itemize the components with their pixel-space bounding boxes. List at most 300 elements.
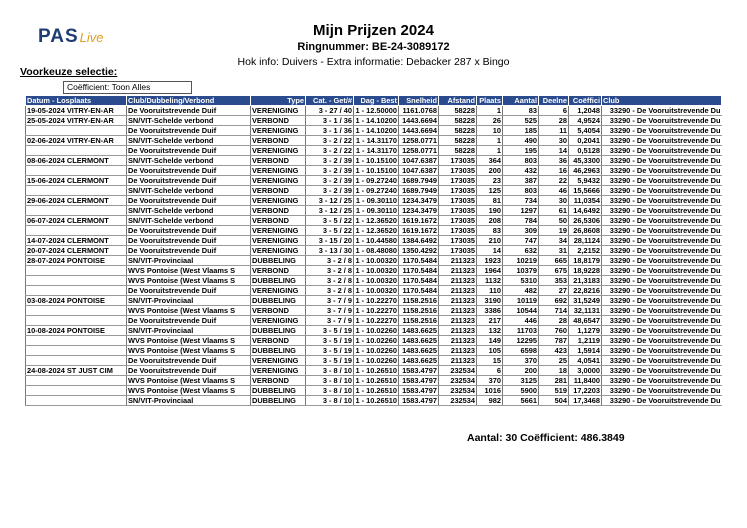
table-cell: De Vooruitstrevende Duif bbox=[127, 126, 251, 136]
table-cell: SN/VIT-Provinciaal bbox=[127, 296, 251, 306]
table-cell: 10-08-2024 PONTOISE bbox=[26, 326, 127, 336]
table-cell: 14 bbox=[539, 146, 569, 156]
table-cell: 1 - 10.26510 bbox=[355, 386, 397, 395]
table-cell: 3 - 12 / 25 bbox=[306, 206, 354, 216]
table-cell: VERBOND bbox=[251, 266, 306, 276]
table-cell: VERENIGING bbox=[251, 226, 306, 236]
table-cell: 211323 bbox=[439, 266, 477, 276]
table-cell: VERBOND bbox=[251, 206, 306, 216]
table-cell: 3 - 15 / 20 bbox=[306, 236, 354, 246]
table-cell: 3 - 5 / 19 bbox=[306, 336, 354, 346]
table-cell: 370 bbox=[503, 356, 539, 366]
table-cell: 1 - 10.26510 bbox=[355, 366, 397, 375]
table-cell: 33290 - De Vooruitstrevende Du bbox=[602, 286, 722, 296]
table-cell: 27 bbox=[539, 286, 569, 296]
table-cell: 33290 - De Vooruitstrevende Du bbox=[602, 366, 722, 376]
table-cell: SN/VIT-Schelde verbond bbox=[127, 216, 251, 226]
table-cell: 33290 - De Vooruitstrevende Du bbox=[602, 126, 722, 136]
table-cell: 173035 bbox=[439, 166, 477, 176]
table-cell: VERENIGING bbox=[251, 316, 306, 326]
table-cell: 1170.5484 bbox=[399, 256, 439, 266]
table-cell: 10219 bbox=[503, 256, 539, 266]
table-cell: 1443.6694 bbox=[399, 126, 439, 136]
table-cell: VERENIGING bbox=[251, 106, 306, 116]
table-cell: 33290 - De Vooruitstrevende Du bbox=[602, 336, 722, 346]
column-header: Aantal bbox=[503, 96, 539, 106]
table-cell: 803 bbox=[503, 186, 539, 196]
table-cell: VERBOND bbox=[251, 116, 306, 126]
table-cell: 1 - 14.10200 bbox=[355, 116, 397, 125]
table-row bbox=[26, 296, 722, 306]
table-cell: 30 bbox=[539, 136, 569, 146]
table-cell: 1483.6625 bbox=[399, 336, 439, 346]
table-cell: 08-06-2024 CLERMONT bbox=[26, 156, 127, 166]
table-cell: 46 bbox=[539, 186, 569, 196]
table-cell: 482 bbox=[503, 286, 539, 296]
table-cell: 3 - 5 / 22 bbox=[306, 216, 354, 226]
table-cell: 1 - 14.31170 bbox=[354, 146, 399, 156]
table-cell: 803 bbox=[503, 156, 539, 166]
column-header: Datum - Losplaats bbox=[26, 96, 127, 106]
table-cell: 14-07-2024 CLERMONT bbox=[26, 236, 127, 246]
table-row bbox=[26, 206, 722, 216]
table-cell: 3 - 2 / 39 bbox=[306, 176, 354, 186]
table-cell bbox=[26, 166, 127, 176]
table-cell: 28 bbox=[539, 116, 569, 126]
table-cell: 173035 bbox=[439, 206, 477, 216]
table-cell: SN/VIT-Schelde verbond bbox=[127, 136, 251, 146]
table-cell: 675 bbox=[539, 266, 569, 276]
table-cell: 26 bbox=[477, 116, 503, 126]
table-cell: 149 bbox=[477, 336, 503, 346]
table-cell: 1 - 10.00320 bbox=[355, 266, 397, 275]
table-cell: 58228 bbox=[439, 106, 477, 116]
table-cell: 1583.4797 bbox=[399, 396, 439, 406]
ring-number: Ringnummer: BE-24-3089172 bbox=[297, 41, 450, 53]
table-cell: 173035 bbox=[439, 216, 477, 226]
table-cell: 81 bbox=[477, 196, 503, 206]
table-cell bbox=[26, 266, 127, 276]
table-cell: 06-07-2024 CLERMONT bbox=[26, 216, 127, 226]
table-cell: 211323 bbox=[439, 296, 477, 306]
table-cell: 211323 bbox=[439, 356, 477, 366]
table-cell: 211323 bbox=[439, 336, 477, 346]
table-cell: 18 bbox=[539, 366, 569, 376]
selection-label: Voorkeuze selectie: bbox=[20, 66, 118, 78]
table-cell: 423 bbox=[539, 346, 569, 356]
table-cell: DUBBELING bbox=[251, 396, 306, 406]
table-cell: WVS Pontoise (West Vlaams S bbox=[127, 386, 251, 396]
table-cell: 31,5249 bbox=[569, 296, 602, 306]
table-cell: 211323 bbox=[439, 286, 477, 296]
table-cell: 3 - 8 / 10 bbox=[306, 396, 354, 406]
table-cell: 11 bbox=[539, 126, 569, 136]
table-cell: 1 bbox=[477, 136, 503, 146]
table-cell: 200 bbox=[477, 166, 503, 176]
table-cell: 28 bbox=[539, 316, 569, 326]
table-cell: 50 bbox=[539, 216, 569, 226]
table-cell: 33290 - De Vooruitstrevende Du bbox=[602, 226, 722, 236]
table-cell: 784 bbox=[503, 216, 539, 226]
table-cell: 1 - 12.36520 bbox=[355, 226, 397, 235]
table-cell bbox=[26, 286, 127, 296]
table-cell: 1 - 10.15100 bbox=[355, 166, 397, 175]
table-cell: 19 bbox=[539, 226, 569, 236]
table-cell: 3 - 8 / 10 bbox=[306, 366, 354, 376]
table-cell: 83 bbox=[477, 226, 503, 236]
table-cell: 15,5666 bbox=[569, 186, 602, 196]
table-cell: 632 bbox=[503, 246, 539, 256]
table-cell: 1 - 10.00320 bbox=[355, 286, 397, 295]
table-cell: VERENIGING bbox=[251, 196, 306, 206]
table-cell: 33290 - De Vooruitstrevende Du bbox=[602, 106, 722, 116]
table-cell: WVS Pontoise (West Vlaams S bbox=[127, 266, 251, 276]
table-cell: 33290 - De Vooruitstrevende Du bbox=[602, 116, 722, 126]
table-cell bbox=[26, 226, 127, 236]
table-cell: 33290 - De Vooruitstrevende Du bbox=[602, 216, 722, 226]
table-cell: 1 - 14.10200 bbox=[355, 126, 397, 135]
table-cell: 1 - 10.22270 bbox=[355, 316, 397, 325]
table-cell: 58228 bbox=[439, 136, 477, 146]
table-cell: 3 - 8 / 10 bbox=[306, 376, 354, 386]
table-cell: 3 - 1 / 36 bbox=[306, 116, 354, 126]
table-cell bbox=[26, 336, 127, 346]
table-cell: 364 bbox=[477, 156, 503, 166]
table-cell: 33290 - De Vooruitstrevende Du bbox=[602, 376, 722, 386]
table-cell: 1047.6387 bbox=[399, 156, 439, 166]
table-cell: 1 - 12.36520 bbox=[355, 216, 397, 225]
page-title: Mijn Prijzen 2024 bbox=[313, 22, 434, 39]
table-cell: 17,2203 bbox=[569, 386, 602, 396]
table-cell: 211323 bbox=[439, 326, 477, 336]
table-cell: 217 bbox=[477, 316, 503, 326]
table-cell: 208 bbox=[477, 216, 503, 226]
table-cell: 33290 - De Vooruitstrevende Du bbox=[602, 276, 722, 286]
table-cell: De Vooruitstrevende Duif bbox=[127, 246, 251, 256]
table-cell: 1 - 14.31170 bbox=[354, 136, 399, 146]
table-cell: 1 - 10.26510 bbox=[355, 396, 397, 405]
table-cell: 03-08-2024 PONTOISE bbox=[26, 296, 127, 306]
table-cell bbox=[26, 206, 127, 216]
table-cell: 1 - 09.30110 bbox=[354, 206, 399, 216]
table-cell: 1170.5484 bbox=[399, 286, 439, 296]
table-cell: 6 bbox=[539, 106, 569, 116]
table-row bbox=[26, 276, 722, 286]
table-cell: 33290 - De Vooruitstrevende Du bbox=[602, 356, 722, 366]
table-cell: 3 - 27 / 40 bbox=[306, 106, 354, 116]
table-cell: 33290 - De Vooruitstrevende Du bbox=[602, 346, 722, 356]
table-cell: 1 - 10.15100 bbox=[355, 156, 397, 165]
table-cell: 1583.4797 bbox=[399, 376, 439, 386]
table-cell: 3 - 1 / 36 bbox=[306, 126, 354, 136]
table-row bbox=[26, 316, 722, 326]
table-cell: 1 - 08.48080 bbox=[355, 246, 397, 255]
table-cell: 1689.7949 bbox=[399, 176, 439, 186]
table-cell: DUBBELING bbox=[251, 386, 306, 396]
table-cell: De Vooruitstrevende Duif bbox=[127, 146, 251, 156]
table-cell: 26,5306 bbox=[569, 216, 602, 226]
table-cell: 1016 bbox=[477, 386, 503, 396]
column-header: Afstand bbox=[439, 96, 477, 106]
table-cell: 23 bbox=[477, 176, 503, 186]
table-cell: 519 bbox=[539, 386, 569, 396]
table-cell: 232534 bbox=[439, 366, 477, 376]
table-cell: 1 - 12.50000 bbox=[355, 106, 397, 115]
table-cell: 1170.5484 bbox=[399, 276, 439, 286]
table-cell: 1158.2516 bbox=[399, 296, 439, 306]
table-row bbox=[26, 286, 722, 296]
table-cell: 1 - 10.44580 bbox=[355, 236, 397, 245]
table-cell: 10119 bbox=[503, 296, 539, 306]
table-cell: 1,5914 bbox=[569, 346, 602, 356]
table-cell: 1483.6625 bbox=[399, 356, 439, 366]
table-cell: 33290 - De Vooruitstrevende Du bbox=[602, 386, 722, 396]
column-header: Club bbox=[602, 96, 722, 106]
table-cell: 190 bbox=[477, 206, 503, 216]
table-row bbox=[26, 116, 722, 126]
table-cell: SN/VIT-Schelde verbond bbox=[127, 206, 251, 216]
table-row bbox=[26, 356, 722, 366]
table-row bbox=[26, 136, 722, 146]
table-cell: 0,5128 bbox=[569, 146, 602, 156]
table-row bbox=[26, 396, 722, 406]
table-cell: VERBOND bbox=[251, 376, 306, 386]
table-cell: 173035 bbox=[439, 246, 477, 256]
table-cell: WVS Pontoise (West Vlaams S bbox=[127, 346, 251, 356]
table-cell: 525 bbox=[503, 116, 539, 126]
table-cell: 3 - 2 / 8 bbox=[306, 266, 354, 276]
table-cell: 3 - 2 / 39 bbox=[306, 166, 354, 176]
table-row bbox=[26, 166, 722, 176]
table-cell: VERENIGING bbox=[251, 166, 306, 176]
table-cell: 5,9432 bbox=[569, 176, 602, 186]
table-cell: 132 bbox=[477, 326, 503, 336]
table-cell: 504 bbox=[539, 396, 569, 406]
table-cell: De Vooruitstrevende Duif bbox=[127, 106, 251, 116]
table-cell: 14 bbox=[477, 246, 503, 256]
table-cell: 110 bbox=[477, 286, 503, 296]
table-cell: 1583.4797 bbox=[399, 366, 439, 376]
table-cell: 33290 - De Vooruitstrevende Du bbox=[602, 166, 722, 176]
table-cell: 1 - 10.00320 bbox=[355, 276, 397, 285]
table-cell: 1619.1672 bbox=[399, 216, 439, 226]
table-cell: 3 - 2 / 39 bbox=[306, 186, 354, 196]
table-cell: VERENIGING bbox=[251, 246, 306, 256]
column-header: Cat. - Get/# bbox=[306, 96, 354, 106]
table-cell: 34 bbox=[539, 236, 569, 246]
table-cell: 1158.2516 bbox=[399, 306, 439, 316]
table-cell: SN/VIT-Schelde verbond bbox=[127, 116, 251, 126]
table-cell: 6598 bbox=[503, 346, 539, 356]
table-cell: VERENIGING bbox=[251, 286, 306, 296]
table-cell: 33290 - De Vooruitstrevende Du bbox=[602, 316, 722, 326]
table-cell: SN/VIT-Schelde verbond bbox=[127, 186, 251, 196]
table-cell: WVS Pontoise (West Vlaams S bbox=[127, 306, 251, 316]
table-cell: 232534 bbox=[439, 386, 477, 396]
table-row bbox=[26, 236, 722, 246]
table-cell: 32,1131 bbox=[569, 306, 602, 316]
table-cell: 33290 - De Vooruitstrevende Du bbox=[602, 146, 722, 156]
table-cell: DUBBELING bbox=[251, 256, 306, 266]
table-cell: 28,1124 bbox=[569, 236, 602, 246]
table-cell: 353 bbox=[539, 276, 569, 286]
table-cell: 16 bbox=[539, 166, 569, 176]
table-cell: 33290 - De Vooruitstrevende Du bbox=[602, 326, 722, 336]
table-cell: 714 bbox=[539, 306, 569, 316]
table-body bbox=[26, 106, 722, 406]
table-cell: 3190 bbox=[477, 296, 503, 306]
table-cell: 4,0541 bbox=[569, 356, 602, 366]
table-cell: 1,2119 bbox=[569, 336, 602, 346]
table-cell: 21,3183 bbox=[569, 276, 602, 286]
table-cell bbox=[26, 356, 127, 366]
table-cell: 12295 bbox=[503, 336, 539, 346]
table-cell bbox=[26, 146, 127, 156]
table-cell: 3 - 2 / 22 bbox=[306, 136, 354, 146]
table-cell: 210 bbox=[477, 236, 503, 246]
table-cell: 734 bbox=[503, 196, 539, 206]
table-cell: 1258.0771 bbox=[399, 146, 439, 156]
table-cell: 10 bbox=[477, 126, 503, 136]
table-cell: DUBBELING bbox=[251, 276, 306, 286]
table-cell: 24-08-2024 ST JUST CIM bbox=[26, 366, 127, 376]
table-cell: 1258.0771 bbox=[399, 136, 439, 146]
table-cell: 5310 bbox=[503, 276, 539, 286]
table-cell: VERENIGING bbox=[251, 146, 306, 156]
table-cell: 1 - 10.00320 bbox=[355, 256, 397, 265]
table-row bbox=[26, 156, 722, 166]
table-cell bbox=[26, 386, 127, 396]
table-cell: 747 bbox=[503, 236, 539, 246]
table-cell: 58228 bbox=[439, 116, 477, 126]
table-cell: 1 - 10.02260 bbox=[355, 346, 397, 355]
table-row bbox=[26, 256, 722, 266]
table-cell: 3 - 5 / 22 bbox=[306, 226, 354, 236]
table-cell: De Vooruitstrevende Duif bbox=[127, 176, 251, 186]
table-cell: 3 - 8 / 10 bbox=[306, 386, 354, 396]
table-row bbox=[26, 216, 722, 226]
table-cell: 1161.0768 bbox=[399, 106, 439, 116]
table-cell: De Vooruitstrevende Duif bbox=[127, 366, 251, 376]
table-cell bbox=[26, 346, 127, 356]
table-cell: 20-07-2024 CLERMONT bbox=[26, 246, 127, 256]
table-cell: 0,2041 bbox=[569, 136, 602, 146]
hok-info: Hok info: Duivers - Extra informatie: Debacker 287 x Bingo bbox=[237, 56, 510, 68]
table-cell bbox=[26, 186, 127, 196]
table-cell: 58228 bbox=[439, 146, 477, 156]
table-cell: 1297 bbox=[503, 206, 539, 216]
table-cell: 1350.4292 bbox=[399, 246, 439, 256]
table-cell: 1483.6625 bbox=[399, 326, 439, 336]
table-cell: 36 bbox=[539, 156, 569, 166]
table-cell: VERENIGING bbox=[251, 366, 306, 376]
table-cell: 1 - 10.22270 bbox=[355, 306, 397, 315]
table-cell: 22 bbox=[539, 176, 569, 186]
table-row bbox=[26, 386, 722, 396]
table-cell: VERENIGING bbox=[251, 126, 306, 136]
table-cell: De Vooruitstrevende Duif bbox=[127, 316, 251, 326]
table-cell: WVS Pontoise (West Vlaams S bbox=[127, 276, 251, 286]
table-cell: 45,3300 bbox=[569, 156, 602, 166]
table-cell: 1132 bbox=[477, 276, 503, 286]
table-cell: 17,3468 bbox=[569, 396, 602, 406]
table-cell: 11703 bbox=[503, 326, 539, 336]
table-cell: SN/VIT-Provinciaal bbox=[127, 256, 251, 266]
table-row bbox=[26, 176, 722, 186]
table-cell: 33290 - De Vooruitstrevende Du bbox=[602, 176, 722, 186]
table-row bbox=[26, 336, 722, 346]
table-cell: 173035 bbox=[439, 186, 477, 196]
table-cell: VERBOND bbox=[251, 306, 306, 316]
table-row bbox=[26, 226, 722, 236]
table-cell: 1 - 10.26510 bbox=[355, 376, 397, 385]
summary-total: Aantal: 30 Coëfficient: 486.3849 bbox=[467, 432, 625, 444]
table-cell: SN/VIT-Provinciaal bbox=[127, 396, 251, 406]
table-cell: VERBOND bbox=[251, 216, 306, 226]
coefficient-select[interactable]: Coëfficient: Toon Alles bbox=[63, 81, 192, 94]
table-cell: 173035 bbox=[439, 226, 477, 236]
table-cell: 3 - 2 / 8 bbox=[306, 286, 354, 296]
table-row bbox=[26, 266, 722, 276]
table-cell: 692 bbox=[539, 296, 569, 306]
table-cell: VERBOND bbox=[251, 156, 306, 166]
table-cell: 25-05-2024 VITRY-EN-AR bbox=[26, 116, 127, 126]
table-cell: 195 bbox=[503, 146, 539, 156]
table-cell: 232534 bbox=[439, 376, 477, 386]
table-cell: 1 - 09.27240 bbox=[355, 176, 397, 185]
table-cell: 173035 bbox=[439, 196, 477, 206]
table-cell: 29-06-2024 CLERMONT bbox=[26, 196, 127, 206]
table-cell: 446 bbox=[503, 316, 539, 326]
table-cell: 3 - 2 / 8 bbox=[306, 276, 354, 286]
table-cell: 46,2963 bbox=[569, 166, 602, 176]
table-cell: VERENIGING bbox=[251, 356, 306, 366]
table-cell: DUBBELING bbox=[251, 346, 306, 356]
table-cell: DUBBELING bbox=[251, 296, 306, 306]
column-header: Deelne bbox=[539, 96, 569, 106]
table-cell: SN/VIT-Schelde verbond bbox=[127, 156, 251, 166]
table-cell: 1,1279 bbox=[569, 326, 602, 336]
table-cell: 33290 - De Vooruitstrevende Du bbox=[602, 136, 722, 146]
table-cell: 1158.2516 bbox=[399, 316, 439, 326]
table-cell: 1443.6694 bbox=[399, 116, 439, 126]
table-cell: VERENIGING bbox=[251, 236, 306, 246]
table-cell: 83 bbox=[503, 106, 539, 116]
table-cell: 1 - 10.02260 bbox=[355, 326, 397, 335]
table-cell: 3 - 7 / 9 bbox=[306, 296, 354, 306]
table-cell: SN/VIT-Provinciaal bbox=[127, 326, 251, 336]
table-cell: 1047.6387 bbox=[399, 166, 439, 176]
table-cell: WVS Pontoise (West Vlaams S bbox=[127, 336, 251, 346]
table-cell: 15 bbox=[477, 356, 503, 366]
table-cell: 3 - 2 / 22 bbox=[306, 146, 354, 156]
table-cell: 11,8400 bbox=[569, 376, 602, 386]
table-cell: 1 - 10.22270 bbox=[355, 296, 397, 305]
table-cell: 281 bbox=[539, 376, 569, 386]
table-cell: 1483.6625 bbox=[399, 346, 439, 356]
table-cell: 982 bbox=[477, 396, 503, 406]
table-cell: 4,9524 bbox=[569, 116, 602, 126]
table-cell: 61 bbox=[539, 206, 569, 216]
table-cell: 3386 bbox=[477, 306, 503, 316]
table-cell bbox=[26, 276, 127, 286]
column-header: Coëffici bbox=[569, 96, 602, 106]
table-cell: 18,8179 bbox=[569, 256, 602, 266]
column-header: Plaats bbox=[477, 96, 503, 106]
prizes-table bbox=[25, 95, 722, 406]
table-cell: 3,0000 bbox=[569, 366, 602, 376]
table-cell: 10544 bbox=[503, 306, 539, 316]
